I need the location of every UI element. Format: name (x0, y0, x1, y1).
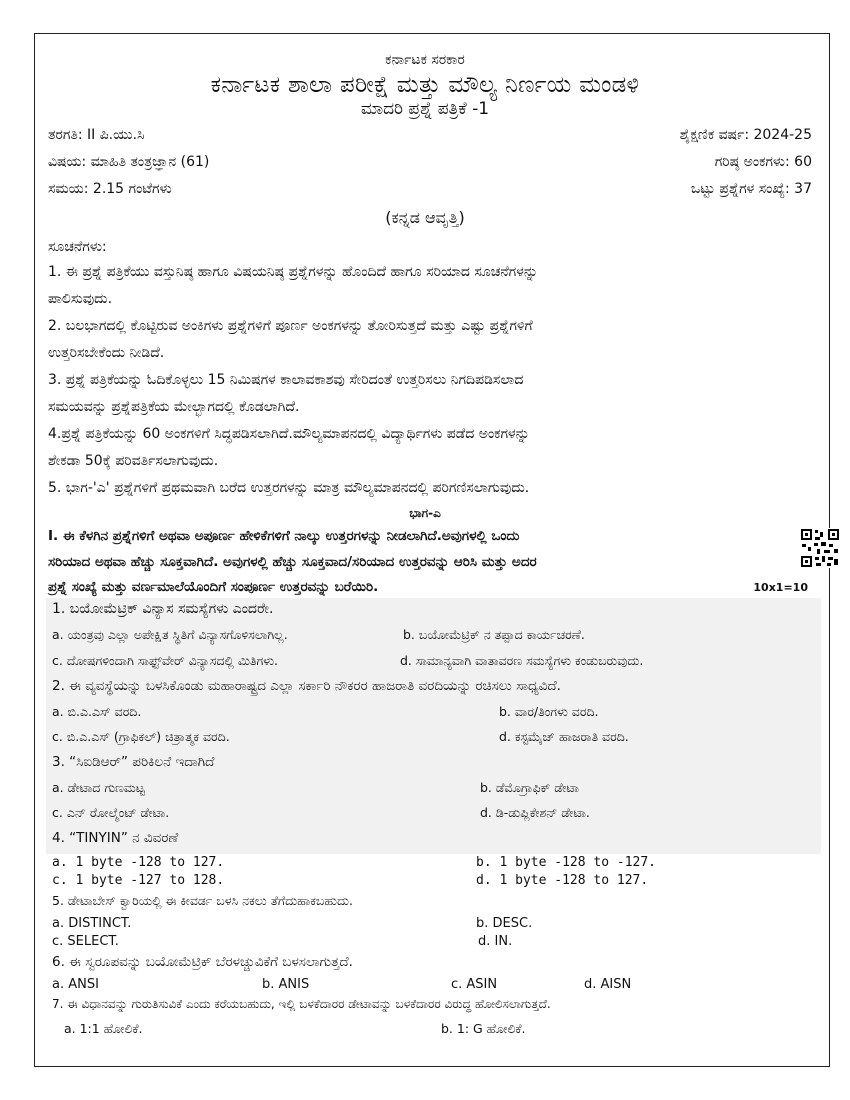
year-label: ಶೈಕ್ಷಣಿಕ ವರ್ಷ: 2024-25 (679, 127, 812, 143)
paper-title: ಮಾದರಿ ಪ್ರಶ್ನೆ ಪತ್ರಿಕೆ -1 (360, 99, 490, 119)
q6-option-c: c. ASIN (451, 977, 498, 992)
instruction-1a: 1. ಈ ಪ್ರಶ್ನೆ ಪತ್ರಿಕೆಯು ವಸ್ತುನಿಷ್ಠ ಹಾಗೂ ವಿಷಯನಿಷ್ಠ ಪ್ರಶ್ನೆಗಳನ್ನು ಹೊಂದಿದೆ ಹಾಗೂ ಸರಿಯಾದ ಸೂಚನೆಗಳನ್ನು (48, 264, 538, 280)
q2-option-b: b. ವಾರ/ತಿಂಗಳು ವರದಿ. (499, 704, 599, 719)
q2-option-a: a. ಬಿ.ಎ.ಎಸ್ ವರದಿ. (52, 704, 142, 719)
q3-option-d: d. ಡಿ-ಡುಪ್ಲಿಕೇಶನ್ ಡೇಟಾ. (480, 805, 590, 820)
instruction-2a: 2. ಬಲಭಾಗದಲ್ಲಿ ಕೊಟ್ಟಿರುವ ಅಂಕಿಗಳು ಪ್ರಶ್ನೆಗಳಿಗೆ ಪೂರ್ಣ ಅಂಕಗಳನ್ನು ತೋರಿಸುತ್ತದೆ ಮತ್ತು ಎಷ್ಟು ಪ್ರಶ್ನೆಗಳಿಗೆ (48, 318, 533, 334)
part-a-directions-3: ಪ್ರಶ್ನೆ ಸಂಖ್ಯೆ ಮತ್ತು ವರ್ಣಮಾಲೆಯೊಂದಿಗೆ ಸಂಪೂರ್ಣ ಉತ್ತರವನ್ನು ಬರೆಯಿರಿ. (48, 579, 379, 595)
subject-label: ವಿಷಯ: ಮಾಹಿತಿ ತಂತ್ರಜ್ಞಾನ (61) (48, 154, 210, 170)
q3-option-b: b. ಡೆಮೊಗ್ರಾಫಿಕ್ ಡೇಟಾ (480, 780, 579, 795)
instruction-3b: ಸಮಯವನ್ನು ಪ್ರಶ್ನೆಪತ್ರಿಕೆಯ ಮೇಲ್ಭಾಗದಲ್ಲಿ ಕೊಡಲಾಗಿದೆ. (48, 399, 300, 415)
q7-option-b: b. 1: G ಹೋಲಿಕೆ. (441, 1021, 526, 1036)
question-3: 3. “ಸಿಐಡಿಆರ್” ಪರಿಕಿಲನೆ ಇದಾಗಿದೆ (52, 754, 215, 770)
q2-option-d: d. ಕಸ್ಟಮೈಜ್ ಹಾಜರಾತಿ ವರದಿ. (499, 729, 629, 744)
edition-label: (ಕನ್ನಡ ಆವೃತ್ತಿ) (385, 208, 465, 227)
question-5: 5. ಡೇಟಾಬೇಸ್ ಕ್ವಾರಿಯಲ್ಲಿ ಈ ಕೀವರ್ಡ ಬಳಸಿ ನಕಲು ತೆಗೆದುಹಾಕಬಹುದು. (52, 893, 354, 908)
qr-code-icon (800, 528, 840, 568)
instruction-1b: ಪಾಲಿಸುವುದು. (48, 291, 113, 307)
question-4: 4. “TINYIN” ನ ವಿವರಣೆ (52, 830, 179, 846)
question-7: 7. ಈ ವಿಧಾನವನ್ನು ಗುರುತಿಸುವಿಕೆ ಎಂದು ಕರೆಯಬಹುದು, ಇಲ್ಲಿ ಬಳಕೆದಾರರ ಡೇಟಾವನ್ನು ಬಳಕೆದಾರರ ವಿರುದ್ಧ ಹೋಲಿಸಲಾಗುತ್ತದೆ. (52, 997, 551, 1011)
q5-option-b: b. DESC. (476, 916, 533, 931)
q6-option-d: d. AISN (584, 977, 632, 992)
part-a-directions-1: I. ಈ ಕೆಳಗಿನ ಪ್ರಶ್ನೆಗಳಿಗೆ ಅಥವಾ ಅಪೂರ್ಣ ಹೇಳಿಕೆಗಳಿಗೆ ನಾಲ್ಕು ಉತ್ತರಗಳನ್ನು ನೀಡಲಾಗಿದೆ.ಅವುಗಳಲ್ಲಿ ಒಂದು (48, 528, 520, 544)
instruction-2b: ಉತ್ತರಿಸಬೇಕೆಂದು ನೀಡಿದೆ. (48, 345, 165, 361)
question-2: 2. ಈ ವ್ಯವಸ್ಥೆಯನ್ನು ಬಳಸಿಕೊಂಡು ಮಹಾರಾಷ್ಟ್ರದ ಎಲ್ಲಾ ಸರ್ಕಾರಿ ನೌಕರರ ಹಾಜರಾತಿ ವರದಿಯನ್ನು ರಚಿಸಲು ಸಾಧ್ಯವಿದೆ. (52, 678, 561, 694)
max-marks-label: ಗರಿಷ್ಠ ಅಂಕಗಳು: 60 (714, 154, 812, 170)
q6-option-b: b. ANIS (262, 977, 310, 992)
part-a-title: ಭಾಗ-ಎ (409, 506, 441, 520)
q4-option-d: d. 1 byte -128 to 127. (476, 873, 649, 888)
q1-option-d: d. ಸಾಮಾನ್ಯವಾಗಿ ವಾತಾವರಣ ಸಮಸ್ಯೆಗಳು ಕಂಡುಬರುವುದು. (400, 653, 644, 668)
govt-title: ಕರ್ನಾಟಕ ಸರಕಾರ (385, 52, 465, 68)
q3-option-c: c. ಎನ್ ರೋಲ್ಮೆಂಟ್ ಡೇಟಾ. (52, 805, 170, 820)
instruction-4b: ಶೇಕಡಾ 50ಕ್ಕೆ ಪರಿವರ್ತಿಸಲಾಗುವುದು. (48, 453, 219, 469)
q5-option-d: d. IN. (478, 934, 513, 949)
part-a-directions-2: ಸರಿಯಾದ ಅಥವಾ ಹೆಚ್ಚು ಸೂಕ್ತವಾಗಿದೆ. ಅವುಗಳಲ್ಲಿ ಹೆಚ್ಚು ಸೂಕ್ತವಾದ/ಸರಿಯಾದ ಉತ್ತರವನ್ನು ಆರಿಸಿ ಮತ್ತು ಅದರ (48, 554, 537, 570)
q4-option-c: c. 1 byte -127 to 128. (52, 873, 225, 888)
question-1: 1. ಬಯೋಮೆಟ್ರಿಕ್ ವಿನ್ಯಾಸ ಸಮಸ್ಯೆಗಳು ಎಂದರೇ. (52, 601, 274, 617)
q4-option-b: b. 1 byte -128 to -127. (476, 855, 657, 870)
q6-option-a: a. ANSI (52, 977, 99, 992)
q7-option-a: a. 1:1 ಹೋಲಿಕೆ. (64, 1021, 143, 1036)
question-6: 6. ಈ ಸ್ವರೂಪವನ್ನು ಬಯೋಮೆಟ್ರಿಕ್ ಬೆರಳಚ್ಚುವಿಕೆಗೆ ಬಳಸಲಾಗುತ್ತದೆ. (52, 954, 353, 970)
q1-option-a: a. ಯಂತ್ರವು ಎಲ್ಲಾ ಅಪೇಕ್ಷಿತ ಸ್ಥಿತಿಗೆ ವಿನ್ಯಾಸಗೊಳಿಸಲಾಗಿಲ್ಲ. (52, 627, 288, 642)
class-label: ತರಗತಿ: II ಪಿ.ಯು.ಸಿ (48, 127, 145, 143)
q4-option-a: a. 1 byte -128 to 127. (52, 855, 225, 870)
q5-option-a: a. DISTINCT. (52, 916, 132, 931)
instruction-4a: 4.ಪ್ರಶ್ನೆ ಪತ್ರಿಕೆಯನ್ನು 60 ಅಂಕಗಳಿಗೆ ಸಿದ್ಧಪಡಿಸಲಾಗಿದೆ.ಮೌಲ್ಯಮಾಪನದಲ್ಲಿ ವಿದ್ಯಾರ್ಥಿಗಳು ಪಡೆದ ಅಂಕಗಳನ್ನು (48, 426, 530, 442)
total-questions-label: ಒಟ್ಟು ಪ್ರಶ್ನೆಗಳ ಸಂಖ್ಯೆ: 37 (690, 181, 812, 197)
q1-option-c: c. ದೋಷಗಳಿಂದಾಗಿ ಸಾಫ್ಟ್‌ವೇರ್ ವಿನ್ಯಾಸದಲ್ಲಿ ಮಿತಿಗಳು. (52, 653, 279, 668)
q2-option-c: c. ಬಿ.ಎ.ಎಸ್ (ಗ್ರಾಫಿಕಲ್) ಚಿತ್ರಾತ್ಮಕ ವರದಿ. (52, 729, 230, 744)
instructions-title: ಸೂಚನೆಗಳು: (48, 239, 107, 255)
instruction-5: 5. ಭಾಗ-'ಎ' ಪ್ರಶ್ನೆಗಳಿಗೆ ಪ್ರಥಮವಾಗಿ ಬರೆದ ಉತ್ತರಗಳನ್ನು ಮಾತ್ರ ಮೌಲ್ಯಮಾಪನದಲ್ಲಿ ಪರಿಗಣಿಸಲಾಗುವುದು. (48, 480, 530, 496)
q3-option-a: a. ಡೇಟಾದ ಗುಣಮಟ್ಟ (52, 780, 145, 795)
board-title: ಕರ್ನಾಟಕ ಶಾಲಾ ಪರೀಕ್ಷೆ ಮತ್ತು ಮೌಲ್ಯ ನಿರ್ಣಯ ಮಂಡಳಿ (210, 72, 640, 98)
instruction-3a: 3. ಪ್ರಶ್ನೆ ಪತ್ರಿಕೆಯನ್ನು ಓದಿಕೊಳ್ಳಲು 15 ನಿಮಿಷಗಳ ಕಾಲಾವಕಾಶವು ಸೇರಿದಂತೆ ಉತ್ತರಿಸಲು ನಿಗದಿಪಡಿಸಲಾದ (48, 372, 524, 388)
time-label: ಸಮಯ: 2.15 ಗಂಟೆಗಳು (48, 181, 172, 197)
q5-option-c: c. SELECT. (52, 934, 119, 949)
q1-option-b: b. ಬಯೋಮೆಟ್ರಿಕ್ ನ ತಪ್ಪಾದ ಕಾರ್ಯಚರಣೆ. (403, 627, 585, 642)
part-a-marks: 10x1=10 (753, 581, 808, 594)
